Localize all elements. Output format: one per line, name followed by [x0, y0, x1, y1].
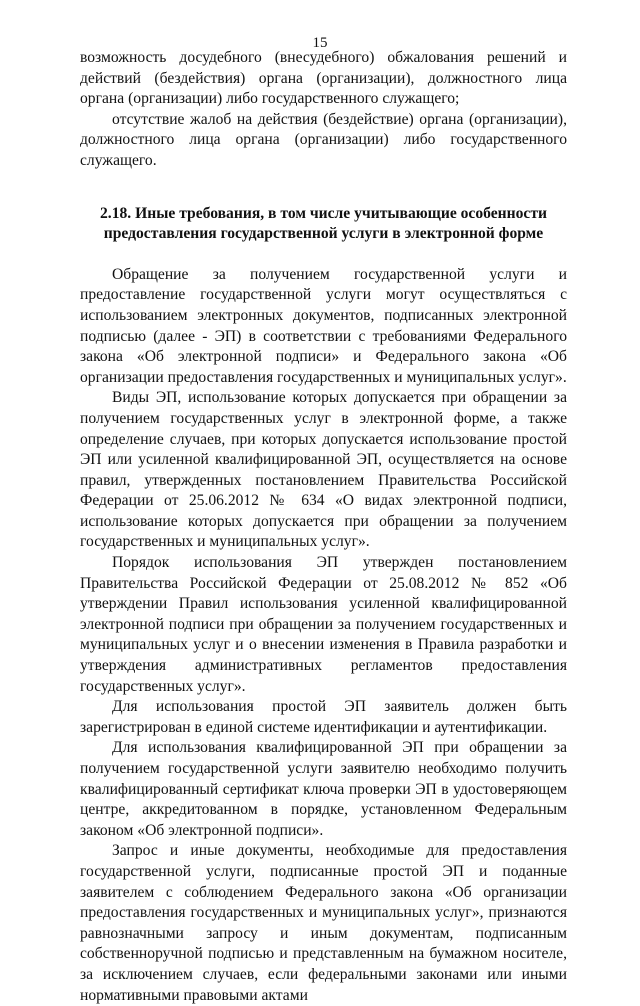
paragraph-qualified-signature: Для использования квалифицированной ЭП при обращении за получением государственной услуги заявителю необходимо получить квалифицированный сертификат ключа проверки ЭП в удостоверяющем центре, аккредитованном в порядке, установленном Федеральным законом «Об электронной подписи». [80, 739, 567, 839]
page-content [80, 48, 567, 1006]
paragraph-simple-signature: Для использования простой ЭП заявитель должен быть зарегистрирован в единой системе идентификации и аутентификации. [80, 698, 567, 736]
paragraph-equivalence: Запрос и иные документы, необходимые для предоставления государственной услуги, подписанные простой ЭП и поданные заявителем с соблюдением Федерального закона «Об организации предоставления государственных и муниципальных услуг», признаются равнозначными запросу и иным документам, подписанным собственноручной подписью и представленным на бумажном носителе, за исключением случаев, если федеральными законами или иными нормативными правовыми актами [80, 842, 567, 1004]
paragraph-electronic-documents: Обращение за получением государственной услуги и предоставление государственной услуги могут осуществляться с использованием электронных документов, подписанных электронной подписью (далее - ЭП) в соответствии с требованиями Федерального закона «Об электронной подписи» и Федерального закона «Об организации предоставления государственных и муниципальных услуг». [80, 265, 567, 386]
section-heading [80, 204, 567, 245]
paragraph-no-complaints: отсутствие жалоб на действия (бездействие) органа (организации), должностного лица органа (организации) либо государственного служащего. [80, 110, 567, 169]
paragraph-appeal-possibility: возможность досудебного (внесудебного) обжалования решений и действий (бездействия) органа (организации), должностного лица органа (организации) либо государственного служащего; [80, 49, 567, 108]
page-number: 15 [312, 35, 328, 51]
section-heading-line-2: предоставления государственной услуги в электронной форме [103, 225, 544, 243]
paragraph-signature-types: Виды ЭП, использование которых допускается при обращении за получением государственных услуг в электронной форме, а также определение случаев, при которых допускается использование простой ЭП или усиленной квалифицированной ЭП, осуществляется на основе правил, утвержденных постановлением Правительства Российской Федерации от 25.06.2012 № 634 «О видах электронной подписи, использование которых допускается при обращении за получением государственных и муниципальных услуг». [80, 389, 567, 551]
section-heading-line-1: 2.18. Иные требования, в том числе учитывающие особенности [100, 204, 547, 222]
paragraph-signature-procedure: Порядок использования ЭП утвержден постановлением Правительства Российской Федерации от 25.08.2012 № 852 «Об утверждении Правил использования усиленной квалифицированной электронной подписи при обращении за получением государственных и муниципальных услуг и о внесении изменения в Правила разработки и утверждения административных регламентов предоставления государственных услуг». [80, 554, 567, 695]
